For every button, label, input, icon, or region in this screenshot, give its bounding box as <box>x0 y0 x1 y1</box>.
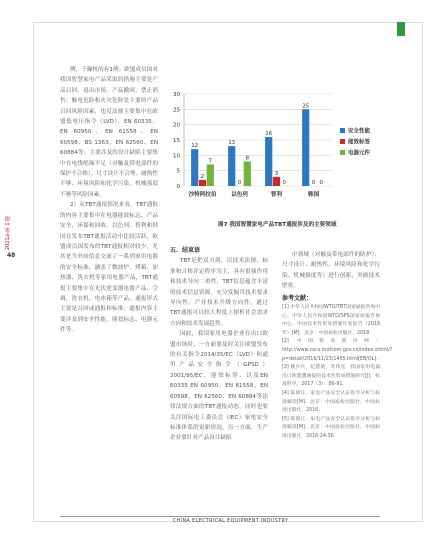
data-label: 0 <box>282 180 287 186</box>
chart-category-labels <box>189 190 320 198</box>
category-label: 以色列 <box>231 192 248 198</box>
paragraph: TBT是把双刃剑，以技术法规、标准和合格评定程序为主，具有很强作用和技术导向二重性，TBT信息蕴含丰富的技术信息资源，充分发掘其技术要求导向性，产业技术升级方向性，通过TBT通报可以较大程度上探析社会需求方向和技术发展趋势。 <box>170 258 268 327</box>
chart-bars <box>191 109 309 186</box>
right-column <box>282 250 393 442</box>
chart-grid <box>184 94 332 186</box>
legend-swatch <box>340 139 345 144</box>
paragraph: 2）从TBT通报情况来看，TBT通报的内容主要集中在电器能效标志、产品安全、环保和回收、以色列、智利和韩国在发布TBT通报活动中比较活跃，欧盟成员国发布的TBT通报相对较少，尤其是当外间信息交流了一系列家用电器的安全标准、涵盖了微波炉、烤箱、加热器、洗衣机等家用电器产品，TBT通报主要集中在光伏逆变器电器产品、空调、洗衣机、电冰箱等产品，通报形式主要是召回或通报和标准；通报内容主要涉及到安全性能、能效标志、电器元件等。 <box>60 202 158 334</box>
data-label: 12 <box>191 143 199 150</box>
legend-swatch <box>340 150 345 155</box>
page-number: 48 <box>7 252 16 259</box>
bar <box>199 180 206 186</box>
spine-issue: 2021年第 1 期 <box>5 215 11 250</box>
category-label: 韩国 <box>307 192 320 198</box>
section-heading: 五．结束语 <box>170 247 201 254</box>
data-label: 7 <box>208 158 213 165</box>
y-tick-label: 10 <box>173 153 180 160</box>
bar <box>191 149 198 186</box>
legend-swatch <box>340 128 345 133</box>
bar <box>302 109 309 186</box>
left-column <box>60 65 158 336</box>
footer-rule <box>60 516 380 517</box>
y-tick-label: 25 <box>173 107 180 114</box>
legend-label: 电器元件 <box>348 150 371 157</box>
chart-axis <box>173 92 184 190</box>
accent-bar <box>397 22 405 36</box>
chart-legend <box>340 127 371 157</box>
y-tick-label: 20 <box>173 122 180 129</box>
paragraph: 中领域（对触及带电部件的防护）、尺寸设计、耐热性、环境风险和化学污染、机械强度等）进行创新，突破技术壁垒。 <box>282 252 380 290</box>
bar <box>244 161 251 186</box>
paragraph: 例，干燥机的有1例；欧盟成员国对我国智慧家电产品采取的措施主要是产品召回、退出市场、产品撤回、禁止销售；触电危险和火灾危险是主要的产品召回风险因素，违反法规主要集中在欧盟低电压指令（LVD）、EN 60335、EN 60950、EN 61558、EN 60598、BS 1363、EN 62560、EN 60884等；主要涉及的设计缺陷主要集中在电线绝缘不足（对触及带电部件的保护不合格）、尺寸设计不合理、耐热性不够、环境风险和化学污染、机械强度不够等风险因素。 <box>60 67 158 198</box>
y-tick-label: 0 <box>176 184 180 190</box>
y-tick-label: 5 <box>176 168 180 175</box>
bar <box>207 165 214 186</box>
margin-strip <box>0 0 33 540</box>
data-label: 0 <box>311 180 316 186</box>
reference-item: [3] 姚兵兵，纪慧航，苏伟光．我国家用电器出口欧盟遭通报的技术性贸易措施研究[J]．标准科学，2017（3）：86-91. <box>282 365 380 388</box>
footer-text: CHINA ELECTRICAL EQUIPMENT INDUSTRY <box>173 519 289 524</box>
data-label: 3 <box>274 170 279 177</box>
data-label: 0 <box>319 180 324 186</box>
data-label: 8 <box>245 155 250 162</box>
data-label: 25 <box>302 103 310 110</box>
bar-chart <box>162 86 382 214</box>
legend-label: 能效标签 <box>348 139 371 146</box>
data-label: 2 <box>200 173 205 180</box>
figure-caption: 图7 我国智慧家电产品TBT通报涉及的主要领域 <box>218 222 337 228</box>
legend-label: 安全性能 <box>348 128 371 135</box>
category-label: 智利 <box>270 192 283 198</box>
paragraph: 因此，我国家用电器企业在出口欧盟市场时，一方面要及时关注欧盟发布的有关指令2014/35/EC（LVD）和通用产品安全指令（GPSD）2001/95/EC、能效标签、以及EN 60335 EN 60950、EN 61558、EN 60598、EN 62560、EN 60884等法律法规方面的TBT通报动态，同时也要关注国际电工委员会（IEC）家电安全标准体系的更新情况，另一方面，生产企业要针对产品设计缺陷 <box>170 331 268 442</box>
data-label: 16 <box>265 130 273 137</box>
bar <box>273 177 280 186</box>
category-label: 沙特阿拉伯 <box>188 192 217 198</box>
reference-item: [4] 陈锦江．家电产品安全认证指令分析与标准解读[M]．北京：中国质检出版社，中国标准出版社，2016. <box>282 390 380 414</box>
reference-item: [5] 陈锦江．家电产品安全认证指令分析与标准解读[M]．北京：中国质检出版社，中国标准出版社，2016:24-36. <box>282 416 380 439</box>
bar <box>228 146 235 186</box>
data-label: 0 <box>237 180 242 186</box>
reference-item: [1] 中华人民共和国WTO/TBT国家通报咨询中心，中华人民共和国WTO/SPS国家通报咨询中心，中国技术性贸易措施年度报告（2018年）[M]．北京：中国质检出版社，2018. <box>282 305 380 336</box>
y-tick-label: 15 <box>173 138 180 144</box>
section-heading: 参考文献： <box>282 294 313 302</box>
data-label: 13 <box>228 140 236 147</box>
bar <box>265 137 272 186</box>
middle-column <box>170 244 268 444</box>
reference-item: [2] 中国贸易救济网：http://www.cacs.mofcom.gov.cn/index.shtml/?p=detail/2016/11/23/1455.html[EB/OL]. <box>282 339 393 362</box>
y-tick-label: 30 <box>173 92 180 98</box>
